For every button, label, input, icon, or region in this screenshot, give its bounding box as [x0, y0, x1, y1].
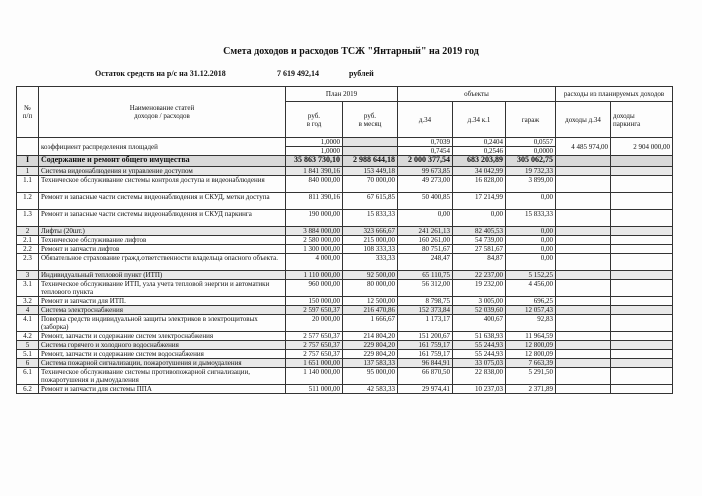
row-plan-month: 2 988 644,18: [343, 156, 398, 167]
header-row-1: [17, 87, 673, 102]
row-plan-year: 2 597 650,37: [286, 306, 343, 315]
row-plan-month: 42 583,33: [343, 385, 398, 394]
header-objects: объекты: [398, 87, 556, 102]
row-d34k1: 27 581,67: [453, 245, 506, 254]
row-number: 4.2: [17, 332, 39, 341]
row-plan-month: 137 583,33: [343, 359, 398, 368]
row-number: 1.1: [17, 176, 39, 193]
table-row: [17, 280, 673, 297]
table-row: [17, 271, 673, 280]
header-income-d34: доходы д.34: [556, 102, 611, 138]
coef-income-parking: 2 904 000,00: [611, 138, 673, 156]
header-income-parking: доходы паркинга: [611, 102, 673, 138]
row-plan-month: 215 000,00: [343, 236, 398, 245]
row-name: Ремонт и запасные части системы видеонаблюдения и СКУД, метки доступа: [39, 193, 286, 210]
header-plan: План 2019: [286, 87, 398, 102]
coef-cell: 0,7454: [398, 147, 453, 156]
row-name: Техническое обслуживание ИТП, узла учета тепловой энергии и автоматики теплового пункта: [39, 280, 286, 297]
table-row: [17, 306, 673, 315]
coef-cell: 0,2546: [453, 147, 506, 156]
row-plan-year: 2 580 000,00: [286, 236, 343, 245]
row-garage: 92,83: [506, 315, 556, 332]
row-d34: 80 751,67: [398, 245, 453, 254]
table-row: [17, 332, 673, 341]
row-plan-year: 2 757 650,37: [286, 350, 343, 359]
row-plan-month: 67 615,85: [343, 193, 398, 210]
row-plan-year: 20 000,00: [286, 315, 343, 332]
balance-amount: 7 619 492,14: [277, 69, 319, 78]
row-number: 4: [17, 306, 39, 315]
row-plan-year: 150 000,00: [286, 297, 343, 306]
row-plan-month: 12 500,00: [343, 297, 398, 306]
coef-income-d34: 4 485 974,00: [556, 138, 611, 156]
row-plan-month: 229 804,20: [343, 341, 398, 350]
row-number: 2.1: [17, 236, 39, 245]
table-row: [17, 254, 673, 271]
row-garage: 0,00: [506, 236, 556, 245]
row-plan-month: 214 804,20: [343, 332, 398, 341]
row-plan-month: 92 500,00: [343, 271, 398, 280]
row-d34k1: 19 232,00: [453, 280, 506, 297]
row-name: Содержание и ремонт общего имущества: [39, 156, 286, 167]
row-d34k1: 34 042,99: [453, 167, 506, 176]
row-name: Система горячего и холодного водоснабжения: [39, 341, 286, 350]
row-plan-year: 3 884 000,00: [286, 227, 343, 236]
balance-unit: рублей: [349, 69, 374, 78]
coef-cell: 0,7039: [398, 138, 453, 147]
header-plan-month: руб. в месяц: [343, 102, 398, 138]
table-row: [17, 359, 673, 368]
row-number: I: [17, 156, 39, 167]
table-row: [17, 341, 673, 350]
row-name: Техническое обслуживание системы противопожарной сигнализации, пожаротушения и дымоудаления: [39, 368, 286, 385]
row-d34: 151 200,67: [398, 332, 453, 341]
row-garage: 4 456,00: [506, 280, 556, 297]
row-plan-year: 35 863 730,10: [286, 156, 343, 167]
row-plan-month: 15 833,33: [343, 210, 398, 227]
row-d34k1: 683 203,89: [453, 156, 506, 167]
row-plan-month: 229 804,20: [343, 350, 398, 359]
row-d34: 99 673,85: [398, 167, 453, 176]
row-name: Ремонт и запчасти лифтов: [39, 245, 286, 254]
row-plan-year: 1 140 000,00: [286, 368, 343, 385]
table-row: [17, 350, 673, 359]
row-garage: 2 371,89: [506, 385, 556, 394]
row-plan-year: 1 651 000,00: [286, 359, 343, 368]
row-garage: 19 732,33: [506, 167, 556, 176]
row-number: 2: [17, 227, 39, 236]
row-number: 2.2: [17, 245, 39, 254]
row-garage: 12 057,43: [506, 306, 556, 315]
header-garage: гараж: [506, 102, 556, 138]
row-plan-month: 153 449,18: [343, 167, 398, 176]
row-d34: 1 173,17: [398, 315, 453, 332]
row-plan-month: 216 470,86: [343, 306, 398, 315]
row-garage: 0,00: [506, 254, 556, 271]
row-number: 3: [17, 271, 39, 280]
row-d34: 161 759,17: [398, 350, 453, 359]
row-d34k1: 82 405,53: [453, 227, 506, 236]
row-d34: 96 844,91: [398, 359, 453, 368]
row-plan-month: 1 666,67: [343, 315, 398, 332]
row-plan-year: 511 000,00: [286, 385, 343, 394]
row-plan-year: 4 000,00: [286, 254, 343, 271]
row-d34k1: 22 838,00: [453, 368, 506, 385]
row-d34: 160 261,00: [398, 236, 453, 245]
row-name: Система видеонаблюдения и управление доступом: [39, 167, 286, 176]
row-number: 2.3: [17, 254, 39, 271]
row-plan-year: 2 577 650,37: [286, 332, 343, 341]
table-row: [17, 385, 673, 394]
row-plan-year: 1 300 000,00: [286, 245, 343, 254]
row-garage: 3 899,00: [506, 176, 556, 193]
row-d34k1: 16 828,00: [453, 176, 506, 193]
row-plan-year: 960 000,00: [286, 280, 343, 297]
row-garage: 696,25: [506, 297, 556, 306]
row-plan-year: 190 000,00: [286, 210, 343, 227]
document-title: Смета доходов и расходов ТСЖ "Янтарный" на 2019 год: [223, 46, 479, 57]
row-name: Ремонт и запасные части системы видеонаблюдения и СКУД паркинга: [39, 210, 286, 227]
row-d34k1: 84,87: [453, 254, 506, 271]
table-row: [17, 210, 673, 227]
coef-label: коэффициент распределения площадей: [39, 138, 286, 156]
row-plan-month: 323 666,67: [343, 227, 398, 236]
header-num: № п/п: [17, 87, 39, 138]
row-d34k1: 400,67: [453, 315, 506, 332]
row-name: Система пожарной сигнализации, пожаротушения и дымоудаления: [39, 359, 286, 368]
row-d34k1: 55 244,93: [453, 341, 506, 350]
row-name: Поверка средств индивидуальной защиты электриков в электрощитовых (заборка): [39, 315, 286, 332]
row-name: Индивидуальный тепловой пункт (ИТП): [39, 271, 286, 280]
header-unplanned: расходы из планируемых доходов: [556, 87, 673, 102]
row-d34k1: 3 005,00: [453, 297, 506, 306]
row-plan-month: 70 000,00: [343, 176, 398, 193]
row-d34: 248,47: [398, 254, 453, 271]
row-plan-year: 1 841 390,16: [286, 167, 343, 176]
row-name: Ремонт, запчасти и содержание систем водоснабжения: [39, 350, 286, 359]
table-row: [17, 297, 673, 306]
row-garage: 11 964,59: [506, 332, 556, 341]
row-garage: 7 663,39: [506, 359, 556, 368]
row-name: Ремонт, запчасти и содержание систем электроснабжения: [39, 332, 286, 341]
row-name: Ремонт и запчасти для системы ППА: [39, 385, 286, 394]
row-d34: 2 000 377,54: [398, 156, 453, 167]
coef-cell: 1,0000: [286, 138, 343, 147]
row-garage: 5 291,50: [506, 368, 556, 385]
row-d34: 65 110,75: [398, 271, 453, 280]
coef-cell: 0,0000: [506, 147, 556, 156]
row-d34k1: 52 039,60: [453, 306, 506, 315]
header-d34: д.34: [398, 102, 453, 138]
row-name: Лифты (20шт.): [39, 227, 286, 236]
balance-label: Остаток средств на р/с на 31.12.2018: [95, 69, 226, 78]
row-number: 6.2: [17, 385, 39, 394]
table-row: [17, 245, 673, 254]
row-d34: 49 273,00: [398, 176, 453, 193]
row-name: Система электроснабжения: [39, 306, 286, 315]
table-row: [17, 227, 673, 236]
row-number: 6: [17, 359, 39, 368]
row-number: 3.1: [17, 280, 39, 297]
row-plan-month: 333,33: [343, 254, 398, 271]
table-row: [17, 315, 673, 332]
row-garage: 12 800,09: [506, 341, 556, 350]
row-number: 5.1: [17, 350, 39, 359]
header-d34k1: д.34 к.1: [453, 102, 506, 138]
row-plan-month: 108 333,33: [343, 245, 398, 254]
row-garage: 0,00: [506, 245, 556, 254]
row-name: Техническое обслуживание лифтов: [39, 236, 286, 245]
row-d34k1: 33 075,03: [453, 359, 506, 368]
coef-cell: 0,0557: [506, 138, 556, 147]
row-d34: 161 759,17: [398, 341, 453, 350]
row-plan-year: 840 000,00: [286, 176, 343, 193]
row-garage: 5 152,25: [506, 271, 556, 280]
row-d34k1: 55 244,93: [453, 350, 506, 359]
table-row: [17, 193, 673, 210]
table-row: [17, 156, 673, 167]
row-number: 1.2: [17, 193, 39, 210]
table-row: [17, 368, 673, 385]
row-d34k1: 17 214,99: [453, 193, 506, 210]
row-d34k1: 10 237,03: [453, 385, 506, 394]
row-name: Техническое обслуживание системы контроля доступа и видеонаблюдения: [39, 176, 286, 193]
row-plan-year: 1 110 000,00: [286, 271, 343, 280]
row-d34: 29 974,41: [398, 385, 453, 394]
header-name: Наименование статей доходов / расходов: [39, 87, 286, 138]
row-d34: 241 261,13: [398, 227, 453, 236]
row-d34k1: 22 237,00: [453, 271, 506, 280]
row-d34: 50 400,85: [398, 193, 453, 210]
row-plan-year: 2 757 650,37: [286, 341, 343, 350]
coef-row-1: [17, 138, 673, 147]
row-d34: 152 373,84: [398, 306, 453, 315]
row-d34: 56 312,00: [398, 280, 453, 297]
row-d34: 0,00: [398, 210, 453, 227]
row-number: 1: [17, 167, 39, 176]
row-number: 3.2: [17, 297, 39, 306]
header-plan-year: руб. в год: [286, 102, 343, 138]
row-number: 6.1: [17, 368, 39, 385]
row-name: Обязательное страхование гражд.ответственности владельца опасного объекта.: [39, 254, 286, 271]
row-plan-month: 80 000,00: [343, 280, 398, 297]
row-plan-month: 95 000,00: [343, 368, 398, 385]
row-d34k1: 51 638,93: [453, 332, 506, 341]
row-name: Ремонт и запчасти для ИТП.: [39, 297, 286, 306]
row-garage: 0,00: [506, 193, 556, 210]
table-row: [17, 236, 673, 245]
coef-cell: 0,2404: [453, 138, 506, 147]
row-garage: 15 833,33: [506, 210, 556, 227]
row-d34k1: 54 739,00: [453, 236, 506, 245]
row-garage: 12 800,09: [506, 350, 556, 359]
row-number: 1.3: [17, 210, 39, 227]
row-d34k1: 0,00: [453, 210, 506, 227]
row-garage: 0,00: [506, 227, 556, 236]
balance-line: [95, 69, 374, 78]
row-number: 4.1: [17, 315, 39, 332]
row-d34: 8 798,75: [398, 297, 453, 306]
row-plan-year: 811 390,16: [286, 193, 343, 210]
table-row: [17, 176, 673, 193]
row-d34: 66 870,50: [398, 368, 453, 385]
table-row: [17, 167, 673, 176]
row-number: 5: [17, 341, 39, 350]
coef-cell: 1,0000: [286, 147, 343, 156]
budget-table: [16, 86, 673, 394]
row-garage: 305 062,75: [506, 156, 556, 167]
